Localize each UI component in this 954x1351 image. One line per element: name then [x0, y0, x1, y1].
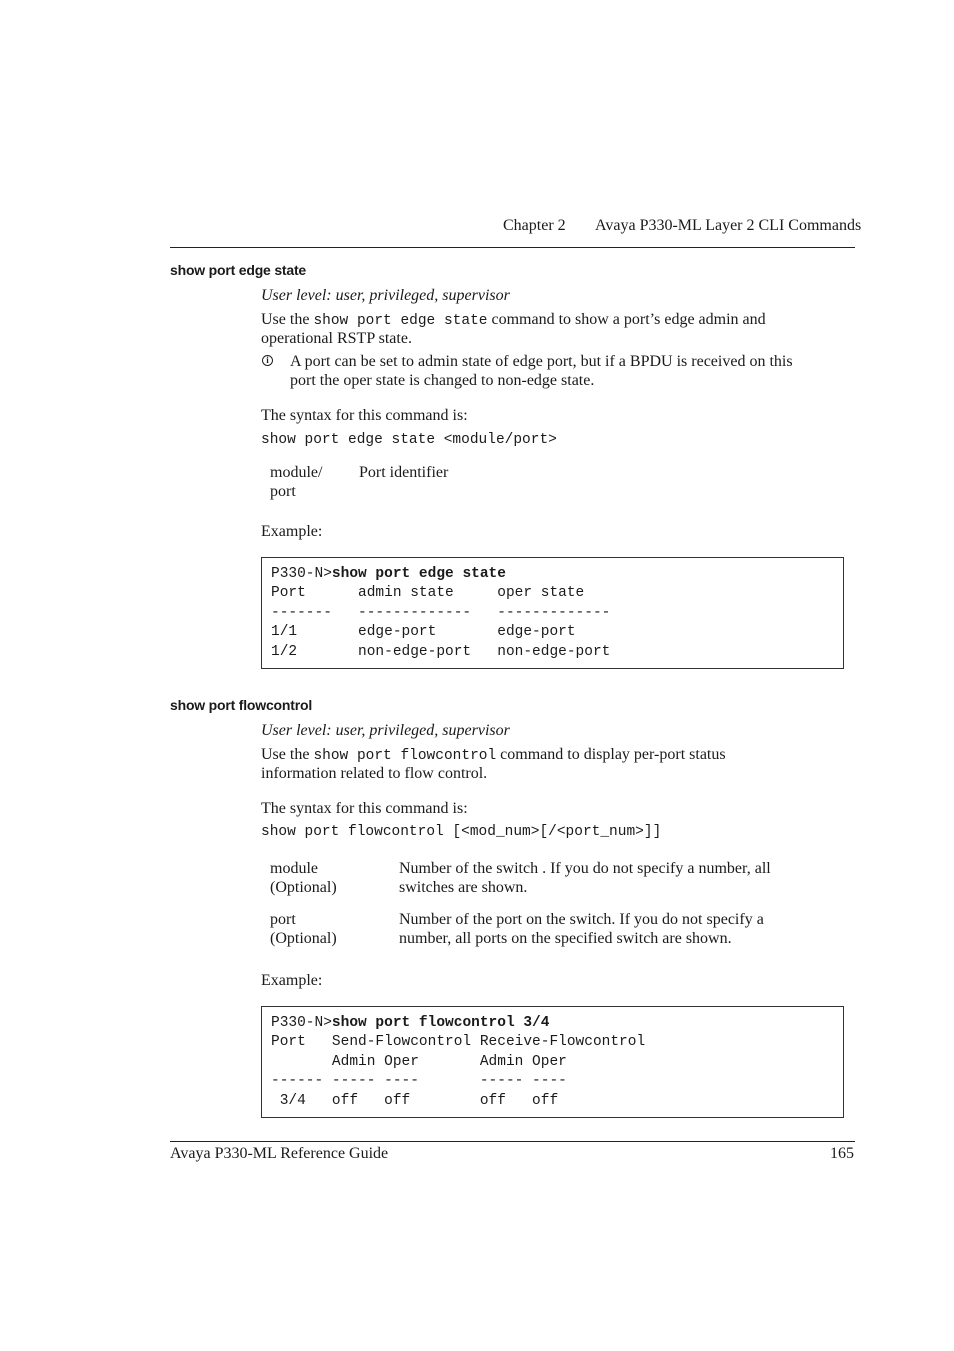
- description-line-2: operational RSTP state.: [261, 330, 412, 347]
- example-label: Example:: [261, 972, 323, 989]
- syntax-line: show port flowcontrol [<mod_num>[/<port_num>]]: [261, 824, 662, 840]
- code-command: show port flowcontrol 3/4: [331, 1015, 550, 1031]
- param-name: port: [270, 483, 296, 500]
- code-line: 1/1 edge-port edge-port: [271, 624, 576, 641]
- syntax-line: show port edge state <module/port>: [261, 432, 557, 448]
- chapter-title: Avaya P330-ML Layer 2 CLI Commands: [595, 217, 862, 234]
- code-prompt: P330-N>: [271, 566, 332, 582]
- param-name: port: [270, 911, 296, 928]
- description-text: command to show a port’s edge admin and: [487, 311, 766, 328]
- header-rule: [170, 247, 855, 248]
- example-label: Example:: [261, 523, 323, 540]
- note-line-1: A port can be set to admin state of edge port, but if a BPDU is received on this: [290, 353, 793, 370]
- code-prompt: P330-N>: [271, 1015, 332, 1031]
- note-line-2: port the oper state is changed to non-edge state.: [290, 372, 595, 389]
- code-block: [271, 565, 843, 662]
- param-name: module: [270, 860, 318, 877]
- code-example-box: [261, 1006, 844, 1118]
- param-name: (Optional): [270, 930, 337, 947]
- code-command: show port edge state: [331, 566, 506, 582]
- description-text: Use the: [261, 746, 314, 763]
- code-line: 1/2 non-edge-port non-edge-port: [271, 643, 611, 660]
- inline-command: show port edge state: [313, 313, 488, 329]
- code-line: Admin Oper Admin Oper: [271, 1053, 567, 1070]
- code-line: Port Send-Flowcontrol Receive-Flowcontrol: [271, 1034, 646, 1051]
- param-desc: Number of the switch . If you do not specify a number, all: [399, 860, 771, 877]
- info-icon: i: [262, 355, 273, 366]
- param-desc: number, all ports on the specified switch are shown.: [399, 930, 732, 947]
- user-level-text: User level: user, privileged, supervisor: [261, 722, 510, 739]
- syntax-intro: The syntax for this command is:: [261, 407, 468, 424]
- code-line: ------- ------------- -------------: [271, 604, 611, 621]
- inline-command: show port flowcontrol: [313, 748, 497, 764]
- page-number: 165: [830, 1145, 854, 1162]
- param-desc: switches are shown.: [399, 879, 528, 896]
- chapter-label: Chapter 2: [503, 217, 566, 234]
- syntax-intro: The syntax for this command is:: [261, 800, 468, 817]
- description-line-1: [261, 745, 726, 766]
- code-block: [271, 1014, 843, 1111]
- description-text: command to display per-port status: [496, 746, 726, 763]
- footer-rule: [170, 1141, 855, 1142]
- code-line: 3/4 off off off off: [271, 1092, 559, 1109]
- param-name: module/: [270, 464, 323, 481]
- section-heading-edge-state: show port edge state: [170, 262, 307, 278]
- param-desc: Number of the port on the switch. If you do not specify a: [399, 911, 764, 928]
- code-line: Port admin state oper state: [271, 585, 585, 602]
- section-heading-flowcontrol: show port flowcontrol: [170, 697, 313, 713]
- param-desc: Port identifier: [359, 464, 449, 481]
- description-text: Use the: [261, 311, 314, 328]
- footer-guide-title: Avaya P330-ML Reference Guide: [170, 1145, 389, 1162]
- code-example-box: [261, 557, 844, 669]
- param-name: (Optional): [270, 879, 337, 896]
- description-line-2: information related to flow control.: [261, 765, 488, 782]
- description-line-1: [261, 310, 766, 331]
- user-level-text: User level: user, privileged, supervisor: [261, 287, 510, 304]
- code-line: ------ ----- ---- ----- ----: [271, 1073, 567, 1090]
